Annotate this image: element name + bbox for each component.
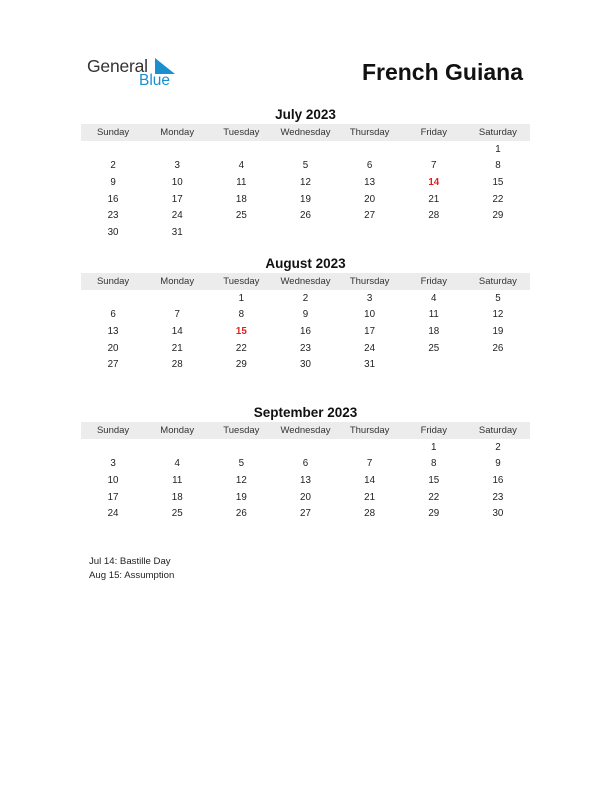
holiday-day-cell: 15 (235, 325, 247, 337)
day-cell: 7 (431, 160, 437, 172)
day-cell: 2 (302, 292, 309, 304)
day-cell: 30 (300, 359, 311, 371)
day-cell: 8 (495, 160, 501, 172)
weekday-label: Saturday (478, 425, 517, 436)
country-title: French Guiana (361, 59, 523, 85)
day-cell: 5 (495, 292, 501, 304)
day-cell: 18 (171, 491, 183, 503)
week-rows (81, 290, 530, 373)
day-cell: 3 (174, 160, 180, 172)
day-cell: 6 (110, 309, 116, 321)
day-cell: 15 (492, 176, 504, 188)
day-cell: 28 (364, 508, 376, 520)
day-cell: 21 (364, 491, 376, 503)
day-cell: 19 (235, 491, 247, 503)
day-cell: 24 (171, 210, 183, 222)
month-calendar-september (81, 404, 530, 522)
month-title: July 2023 (275, 107, 336, 122)
day-cell: 12 (492, 309, 504, 321)
day-cell: 12 (235, 474, 247, 486)
day-cell: 24 (364, 342, 376, 354)
day-cell: 29 (492, 210, 504, 222)
weekday-label: Monday (160, 276, 195, 287)
day-cell: 26 (492, 342, 504, 354)
holiday-day-cell: 14 (428, 176, 440, 188)
day-cell: 16 (300, 325, 311, 337)
weekday-header (81, 124, 530, 141)
day-cell: 8 (238, 309, 245, 321)
weekday-label: Thursday (349, 425, 390, 436)
day-cell: 4 (238, 160, 245, 172)
month-title: September 2023 (253, 405, 358, 420)
day-cell: 25 (428, 342, 440, 354)
weekday-label: Tuesday (223, 425, 260, 436)
day-cell: 1 (495, 143, 501, 155)
day-cell: 5 (302, 160, 309, 172)
day-cell: 7 (366, 458, 373, 470)
day-cell: 23 (107, 210, 119, 222)
holiday-note: Jul 14: Bastille Day (89, 556, 171, 567)
day-cell: 17 (107, 491, 119, 503)
weekday-label: Saturday (478, 276, 517, 287)
day-cell: 23 (300, 342, 311, 354)
day-cell: 11 (428, 309, 439, 321)
weekday-label: Thursday (349, 276, 390, 287)
day-cell: 21 (428, 193, 440, 205)
day-cell: 19 (300, 193, 311, 205)
day-cell: 27 (107, 359, 119, 371)
day-cell: 2 (110, 160, 116, 172)
weekday-header (81, 422, 530, 439)
day-cell: 13 (300, 474, 311, 486)
day-cell: 9 (495, 458, 501, 470)
day-cell: 9 (302, 309, 309, 321)
day-cell: 13 (107, 325, 119, 337)
day-cell: 4 (174, 458, 180, 470)
day-cell: 5 (238, 458, 245, 470)
week-row (81, 191, 530, 208)
day-cell: 10 (107, 474, 119, 486)
day-cell: 27 (300, 508, 311, 520)
week-row (81, 505, 530, 522)
weekday-label: Friday (420, 425, 447, 436)
month-calendar-july (81, 106, 530, 241)
day-cell: 22 (428, 491, 440, 503)
week-row (81, 207, 530, 224)
day-cell: 12 (300, 176, 311, 188)
day-cell: 27 (364, 210, 376, 222)
logo-text-blue: Blue (139, 72, 171, 89)
weekday-label: Tuesday (223, 127, 260, 138)
week-row (81, 340, 530, 357)
day-cell: 8 (431, 458, 437, 470)
day-cell: 22 (235, 342, 247, 354)
weekday-label: Monday (160, 425, 195, 436)
day-cell: 20 (300, 491, 311, 503)
weekday-label: Wednesday (280, 127, 331, 138)
week-row (81, 489, 530, 506)
month-calendar-august (81, 255, 530, 373)
day-cell: 18 (235, 193, 247, 205)
weekday-label: Tuesday (223, 276, 260, 287)
day-cell: 20 (107, 342, 119, 354)
logo-text-general: General (87, 56, 148, 76)
week-rows (81, 439, 530, 522)
day-cell: 26 (300, 210, 311, 222)
day-cell: 16 (107, 193, 119, 205)
day-cell: 25 (171, 508, 183, 520)
day-cell: 14 (171, 325, 183, 337)
day-cell: 14 (364, 474, 376, 486)
day-cell: 17 (171, 193, 183, 205)
day-cell: 4 (431, 292, 437, 304)
day-cell: 3 (366, 292, 373, 304)
weekday-label: Sunday (96, 276, 130, 287)
day-cell: 23 (492, 491, 504, 503)
week-row (81, 141, 530, 158)
day-cell: 9 (110, 176, 116, 188)
day-cell: 30 (492, 508, 504, 520)
holiday-note: Aug 15: Assumption (89, 570, 175, 581)
day-cell: 11 (172, 474, 183, 486)
day-cell: 25 (235, 210, 247, 222)
week-row (81, 307, 530, 324)
day-cell: 31 (171, 226, 183, 238)
day-cell: 3 (110, 458, 116, 470)
week-row (81, 174, 530, 191)
day-cell: 24 (107, 508, 119, 520)
weekday-label: Saturday (478, 127, 517, 138)
day-cell: 13 (364, 176, 376, 188)
week-row (81, 472, 530, 489)
day-cell: 28 (171, 359, 183, 371)
week-row (81, 439, 530, 456)
day-cell: 11 (236, 176, 247, 188)
weekday-label: Sunday (96, 425, 130, 436)
week-row (81, 224, 530, 241)
weekday-label: Thursday (349, 127, 390, 138)
weekday-label: Monday (160, 127, 195, 138)
day-cell: 10 (364, 309, 376, 321)
day-cell: 18 (428, 325, 440, 337)
day-cell: 26 (235, 508, 247, 520)
day-cell: 17 (364, 325, 376, 337)
weekday-label: Friday (420, 276, 447, 287)
weekday-header (81, 273, 530, 290)
day-cell: 19 (492, 325, 504, 337)
week-rows (81, 141, 530, 241)
week-row (81, 356, 530, 373)
day-cell: 20 (364, 193, 376, 205)
day-cell: 10 (171, 176, 183, 188)
generalblue-logo (87, 56, 187, 92)
week-row (81, 290, 530, 307)
day-cell: 2 (495, 441, 501, 453)
day-cell: 7 (174, 309, 180, 321)
day-cell: 6 (302, 458, 309, 470)
day-cell: 1 (431, 441, 437, 453)
weekday-label: Wednesday (280, 276, 331, 287)
day-cell: 29 (235, 359, 247, 371)
day-cell: 28 (428, 210, 440, 222)
week-row (81, 456, 530, 473)
day-cell: 21 (171, 342, 183, 354)
day-cell: 30 (107, 226, 119, 238)
day-cell: 15 (428, 474, 440, 486)
week-row (81, 323, 530, 340)
weekday-label: Friday (420, 127, 447, 138)
holiday-notes (89, 555, 174, 583)
weekday-label: Sunday (96, 127, 130, 138)
day-cell: 16 (492, 474, 504, 486)
day-cell: 22 (492, 193, 504, 205)
week-row (81, 158, 530, 175)
month-title: August 2023 (265, 256, 346, 271)
day-cell: 31 (364, 359, 376, 371)
day-cell: 1 (238, 292, 245, 304)
day-cell: 6 (366, 160, 373, 172)
weekday-label: Wednesday (280, 425, 331, 436)
day-cell: 29 (428, 508, 440, 520)
